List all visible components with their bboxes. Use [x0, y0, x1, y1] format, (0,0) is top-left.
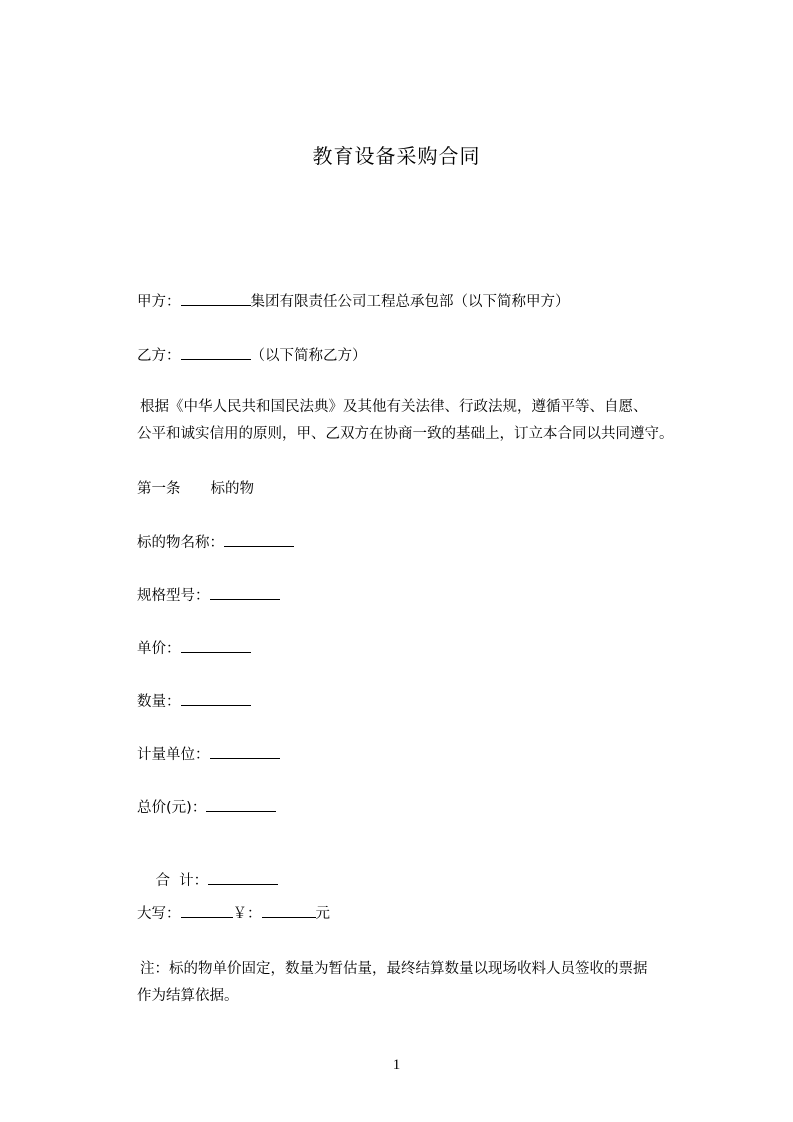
field-total-label: 总价(元)：	[137, 800, 207, 816]
field-capital-blank	[181, 903, 233, 918]
article-1-number: 第一条	[137, 481, 181, 497]
field-quantity-label: 数量：	[137, 694, 181, 710]
party-b-line	[137, 345, 367, 366]
field-unit-price-line	[137, 638, 251, 659]
field-name-blank	[224, 532, 294, 547]
party-b-suffix: （以下简称乙方）	[250, 348, 367, 364]
party-b-blank	[181, 345, 251, 360]
article-1-heading	[137, 479, 254, 499]
field-unit-label: 计量单位：	[137, 747, 210, 763]
article-1-title: 标的物	[210, 481, 254, 497]
field-spec-blank	[210, 585, 280, 600]
field-sum-label: 合 计：	[155, 873, 209, 889]
page-number: 1	[392, 1057, 401, 1073]
preamble-line-2: 公平和诚实信用的原则，甲、乙双方在协商一致的基础上，订立本合同以共同遵守。	[137, 426, 674, 442]
field-spec-line	[137, 585, 280, 606]
preamble-paragraph	[137, 394, 717, 448]
field-quantity-blank	[181, 691, 251, 706]
note-paragraph	[137, 956, 717, 1010]
field-yuan-symbol: ￥：	[232, 906, 262, 922]
party-a-blank	[181, 291, 251, 306]
field-sum-blank	[208, 870, 278, 885]
field-unit-line	[137, 744, 280, 765]
note-line-2: 作为结算依据。	[137, 988, 239, 1004]
field-total-blank	[206, 797, 276, 812]
field-capital-line	[137, 903, 330, 924]
party-a-line	[137, 291, 570, 312]
note-line-1: 注：标的物单价固定，数量为暂估量，最终结算数量以现场收料人员签收的票据	[140, 961, 648, 977]
field-unit-blank	[210, 744, 280, 759]
field-name-label: 标的物名称：	[137, 535, 224, 551]
field-name-line	[137, 532, 294, 553]
field-sum-line	[137, 850, 278, 911]
party-a-suffix: 集团有限责任公司工程总承包部（以下简称甲方）	[250, 294, 570, 310]
field-unit-price-blank	[181, 638, 251, 653]
field-unit-price-label: 单价：	[137, 641, 181, 657]
party-a-label: 甲方：	[137, 294, 181, 310]
party-b-label: 乙方：	[137, 348, 181, 364]
field-spec-label: 规格型号：	[137, 588, 210, 604]
field-quantity-line	[137, 691, 251, 712]
field-amount-blank	[262, 903, 316, 918]
document-title: 教育设备采购合同	[312, 144, 481, 168]
field-total-line	[137, 797, 276, 818]
preamble-line-1: 根据《中华人民共和国民法典》及其他有关法律、行政法规，遵循平等、自愿、	[140, 399, 648, 415]
field-capital-label: 大写：	[137, 906, 181, 922]
field-yuan-unit: 元	[315, 906, 330, 922]
